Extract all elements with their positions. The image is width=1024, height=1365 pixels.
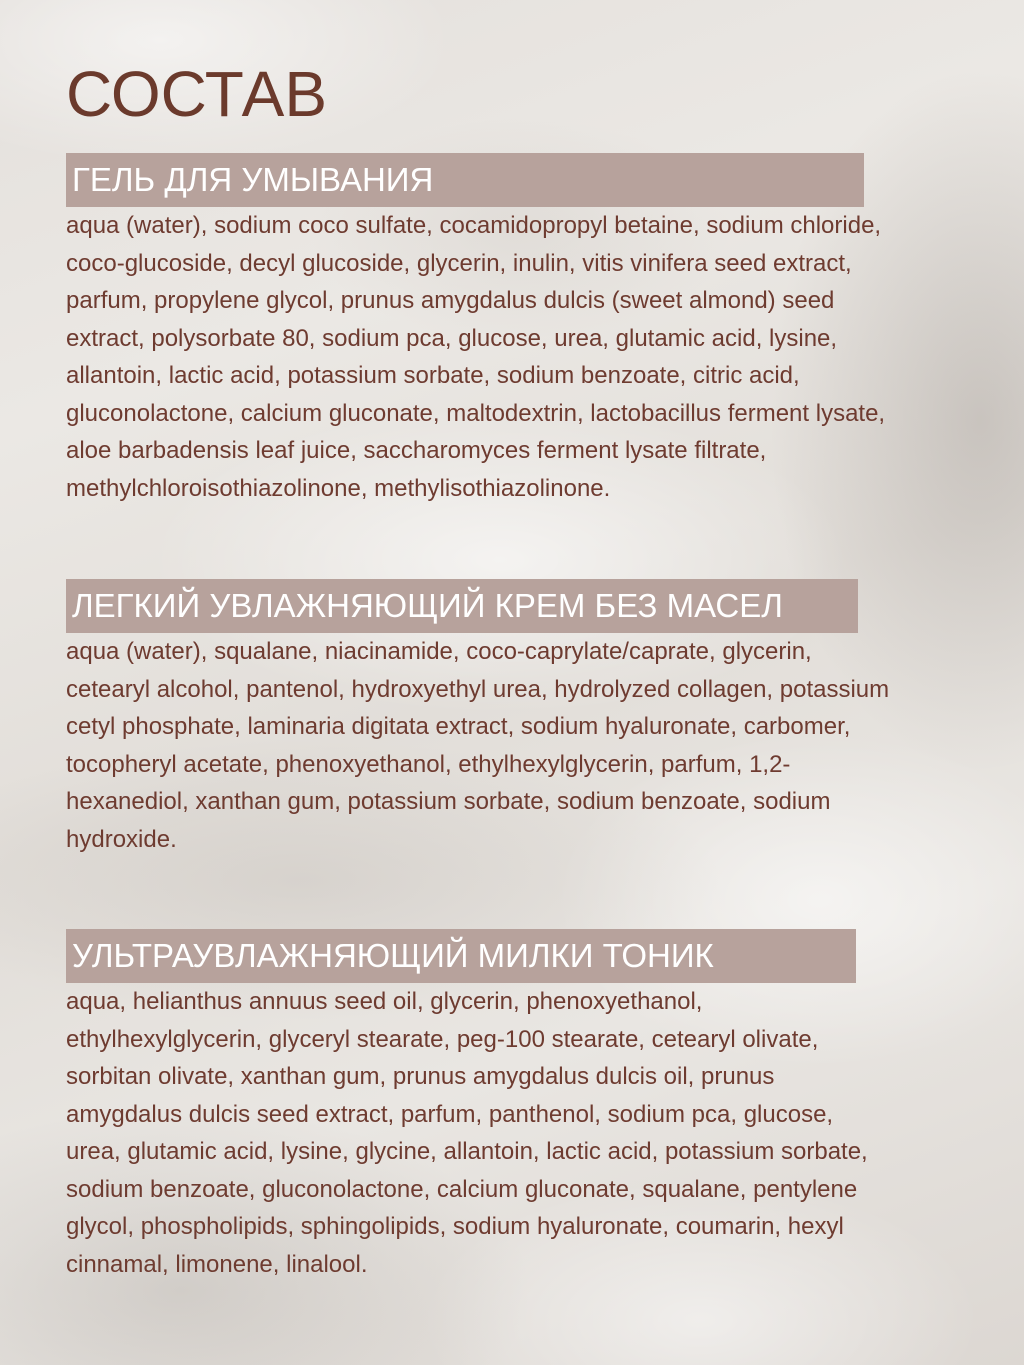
ingredients-list: aqua (water), sodium coco sulfate, cocamidopropyl betaine, sodium chloride, coco-glucoside, decyl glucoside, glycerin, inulin, vitis vinifera seed extract, parfum, propylene glycol, prunus amygdalus dulcis (sweet almond) seed extract, polysorbate 80, sodium pca, glucose, urea, glutamic acid, lysine, allantoin, lactic acid, potassium sorbate, sodium benzoate, citric acid, gluconolactone, calcium gluconate, maltodextrin, lactobacillus ferment lysate, aloe barbadensis leaf juice, saccharomyces ferment lysate filtrate, methylchloroisothiazolinone, methylisothiazolinone.: [66, 212, 886, 502]
ingredients-list: aqua (water), squalane, niacinamide, coco-caprylate/caprate, glycerin, cetearyl alcohol, pantenol, hydroxyethyl urea, hydrolyzed collagen, potassium cetyl phosphate, laminaria digitata extract, sodium hyaluronate, carbomer, tocopheryl acetate, phenoxyethanol, ethylhexylglycerin, parfum, 1,2- hexanediol, xanthan gum, potassium sorbate, sodium benzoate, sodium hydroxide.: [66, 638, 890, 853]
section-milky-toner: [66, 929, 868, 1283]
ingredients-list: aqua, helianthus annuus seed oil, glycerin, phenoxyethanol, ethylhexylglycerin, glyceryl stearate, peg-100 stearate, cetearyl olivate, sorbitan olivate, xanthan gum, prunus amygdalus dulcis oil, prunus amygdalus dulcis seed extract, parfum, panthenol, sodium pca, glucose, urea, glutamic acid, lysine, glycine, allantoin, lactic acid, potassium sorbate, sodium benzoate, gluconolactone, calcium gluconate, squalane, pentylene glycol, phospholipids, sphingolipids, sodium hyaluronate, coumarin, hexyl cinnamal, limonene, linalool.: [66, 988, 868, 1278]
section-light-moisturizing-cream: [66, 579, 889, 858]
section-heading: ГЕЛЬ ДЛЯ УМЫВАНИЯ: [66, 153, 864, 207]
page-title: СОСТАВ: [66, 58, 328, 130]
section-heading: УЛЬТРАУВЛАЖНЯЮЩИЙ МИЛКИ ТОНИК: [66, 929, 856, 983]
section-heading: ЛЕГКИЙ УВЛАЖНЯЮЩИЙ КРЕМ БЕЗ МАСЕЛ: [66, 579, 858, 633]
section-face-wash-gel: [66, 153, 885, 507]
